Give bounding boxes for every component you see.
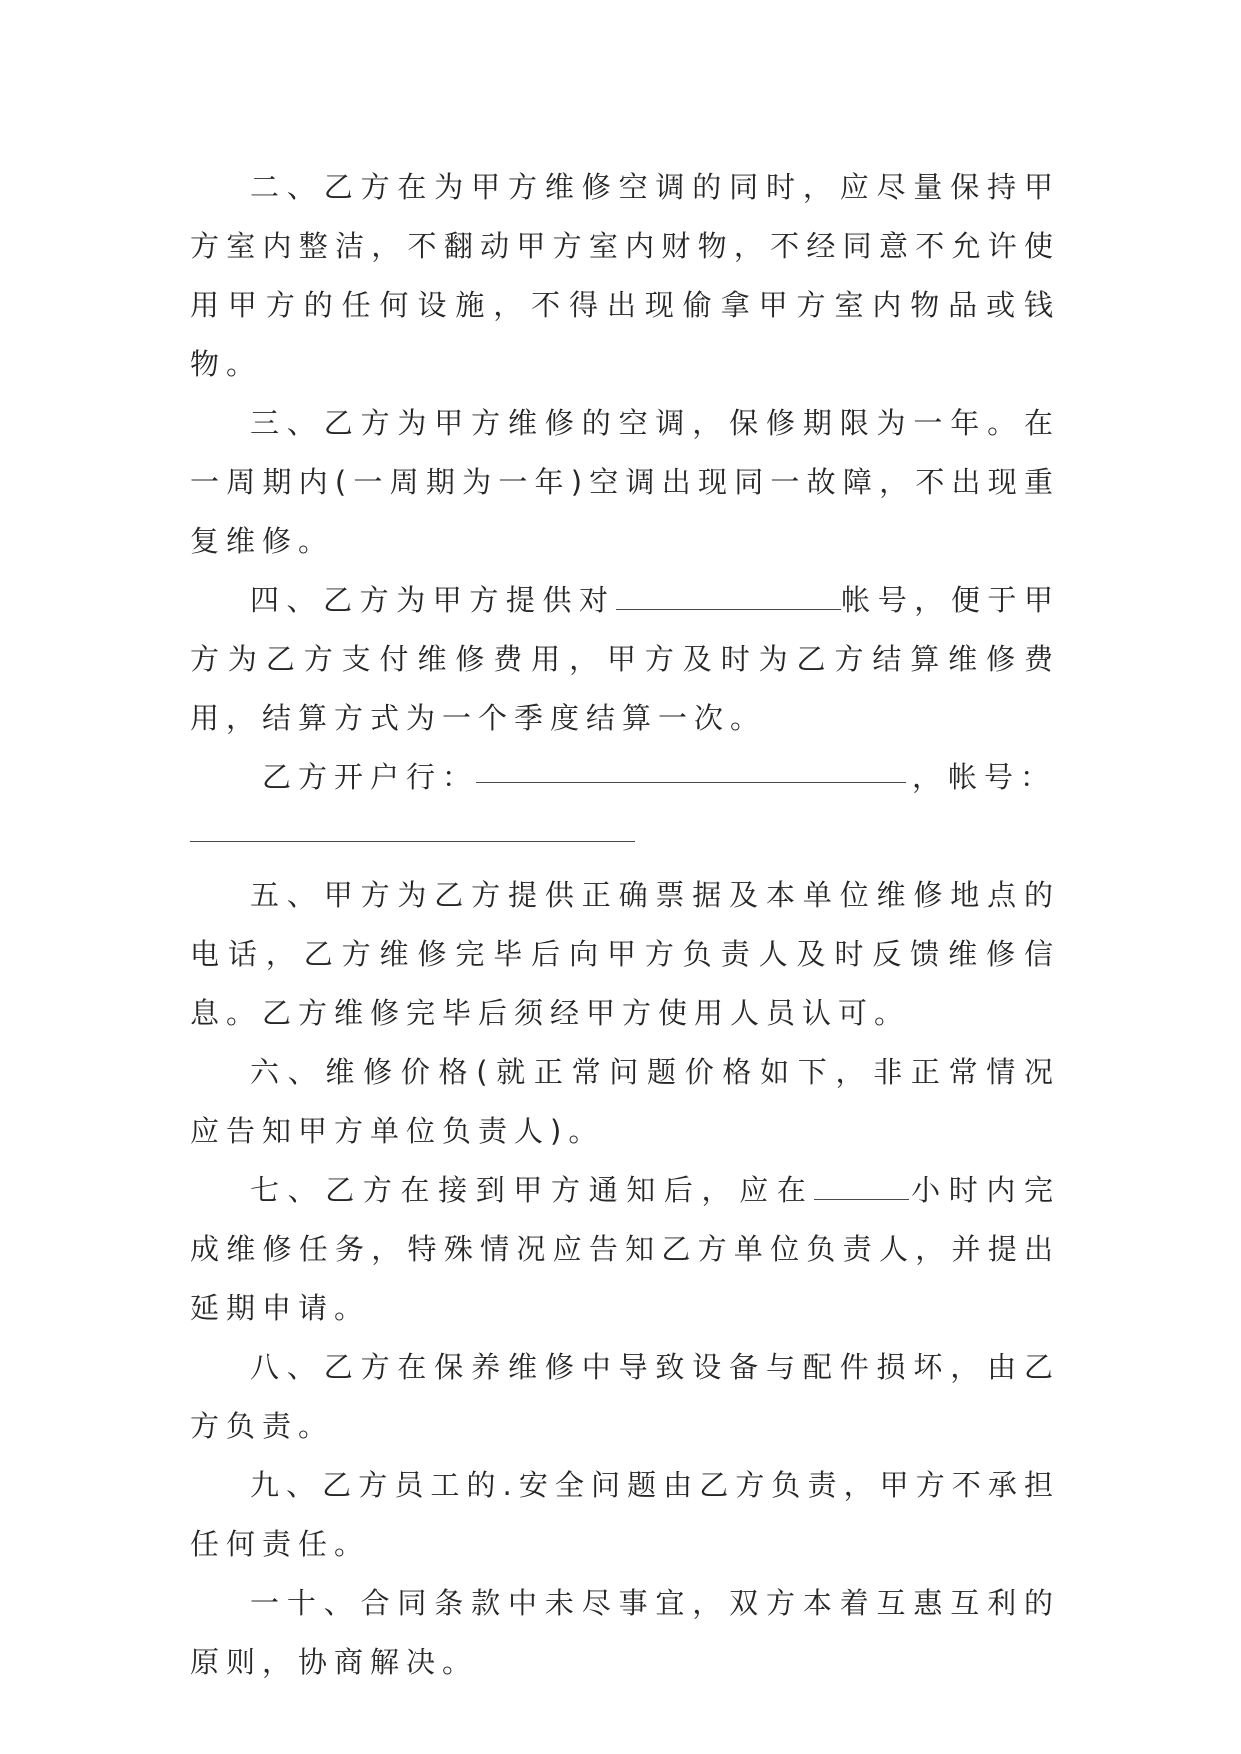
bank-label: 乙方开户行： [262,760,479,794]
bank-blank [476,748,906,783]
clause-2: 二、乙方在为甲方维修空调的同时，应尽量保持甲方室内整洁，不翻动甲方室内财物，不经同意不允许使用甲方的任何设施，不得出现偷拿甲方室内物品或钱物。 [190,170,1060,381]
account-name-blank [616,575,841,610]
hours-blank [814,1165,909,1200]
clause-9: 九、乙方员工的.安全问题由乙方负责，甲方不承担任何责任。 [190,1468,1060,1561]
account-label: ，帐号： [912,760,1057,794]
clause-7-text-after: 小时内完成维修任务，特殊情况应告知乙方单位负责人，并提出延期申请。 [190,1173,1060,1325]
clause-3: 三、乙方为甲方维修的空调，保修期限为一年。在一周期内(一周期为一年)空调出现同一故障，不出现重复维修。 [190,406,1060,558]
clause-5: 五、甲方为乙方提供正确票据及本单位维修地点的电话，乙方维修完毕后向甲方负责人及时反馈维修信息。乙方维修完毕后须经甲方使用人员认可。 [190,878,1060,1030]
contract-body [190,158,1060,1692]
account-number-line [190,807,1060,866]
clause-6: 六、维修价格(就正常问题价格如下，非正常情况应告知甲方单位负责人)。 [190,1055,1060,1148]
clause-7-text-before: 七、乙方在接到甲方通知后，应在 [250,1173,815,1207]
clause-8: 八、乙方在保养维修中导致设备与配件损坏，由乙方负责。 [190,1350,1060,1443]
clause-4 [190,571,1060,748]
clause-4-text-after: 帐号，便于甲方为乙方支付维修费用，甲方及时为乙方结算维修费用，结算方式为一个季度结算一次。 [190,583,1060,735]
clause-10: 一十、合同条款中未尽事宜，双方本着互惠互利的原则，协商解决。 [190,1586,1060,1679]
bank-account-line [190,748,1060,807]
clause-4-text-before: 四、乙方为甲方提供对 [250,583,616,617]
clause-7 [190,1161,1060,1338]
account-number-blank [190,807,635,842]
